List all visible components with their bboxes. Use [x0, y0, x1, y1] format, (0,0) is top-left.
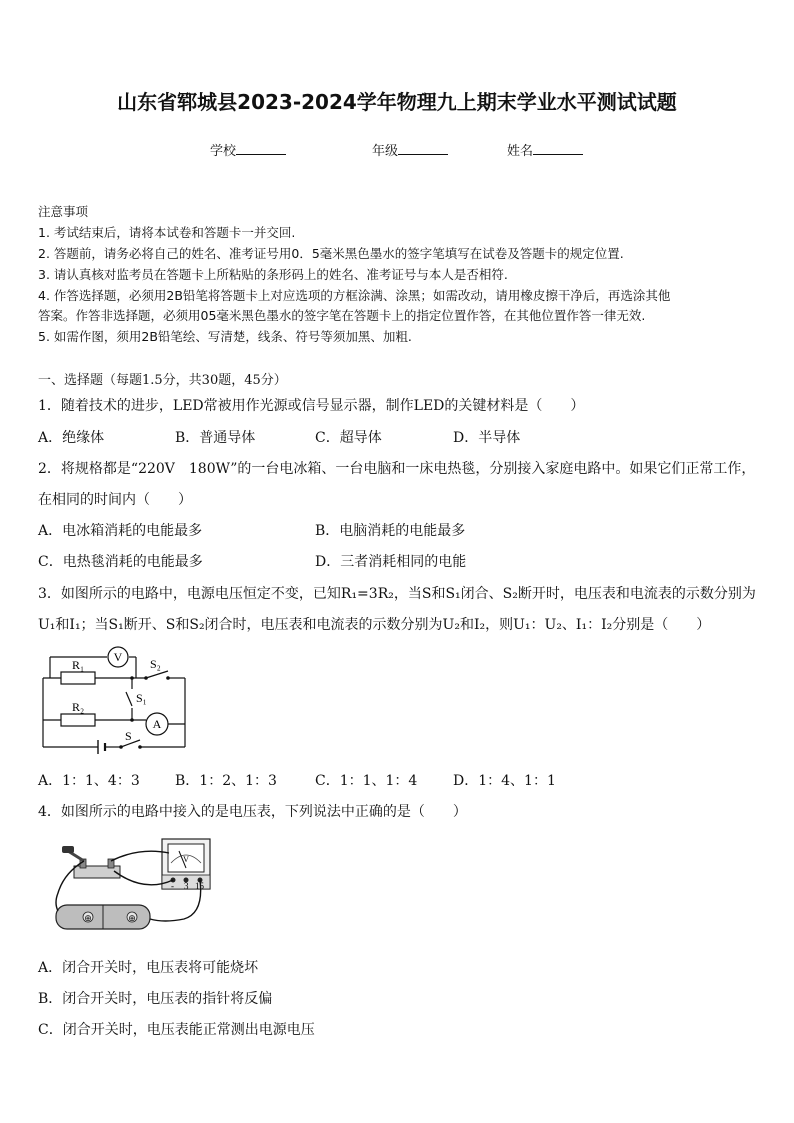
voltmeter-label: V: [113, 650, 123, 664]
terminal-3-label: 3: [184, 881, 189, 891]
q2-stem-line1: 2．将规格都是“220V 180W”的一台电冰箱、一台电脑和一床电热毯，分别接入家庭电路中。如果它们正常工作，: [38, 461, 756, 477]
q2-option-a: A．电冰箱消耗的电能最多: [38, 523, 203, 539]
ammeter-label: A: [152, 717, 162, 731]
s1-label: S₁: [136, 691, 147, 705]
switch-handle: [62, 846, 74, 853]
s2-label: S₂: [150, 657, 161, 671]
q3-option-b: B．1：2、1：3: [175, 773, 277, 789]
q3-circuit-diagram: [36, 644, 196, 756]
svg-text:⊕: ⊕: [128, 913, 136, 923]
school-label: 学校: [210, 144, 237, 159]
q1-option-b: B．普通导体: [175, 430, 256, 446]
s-label: S: [125, 729, 132, 743]
q2-option-b: B．电脑消耗的电能最多: [315, 523, 466, 539]
switch-s1-blade: [126, 692, 132, 706]
resistor-r1-symbol: [61, 672, 95, 684]
q4-option-c: C．闭合开关时，电压表能正常测出电源电压: [38, 1022, 315, 1038]
r2-label: R₂: [72, 700, 85, 714]
q2-option-c: C．电热毯消耗的电能最多: [38, 554, 203, 570]
notice-item: 3. 请认真核对监考员在答题卡上所粘贴的条形码上的姓名、准考证号与本人是否相符.: [38, 267, 508, 282]
name-blank: [533, 142, 583, 155]
name-field: [507, 140, 583, 159]
svg-text:⊕: ⊕: [84, 913, 92, 923]
q4-voltmeter-circuit-illustration: [44, 833, 219, 933]
q1-option-a: A．绝缘体: [38, 430, 105, 446]
q2-stem-line2: 在相同的时间内（ ）: [38, 492, 192, 508]
q3-option-c: C．1：1、1：4: [315, 773, 418, 789]
grade-label: 年级: [372, 144, 399, 159]
section-heading: 一、选择题（每题1.5分，共30题，45分）: [38, 373, 287, 388]
page-title: 山东省郓城县2023-2024学年物理九上期末学业水平测试试题: [117, 90, 677, 114]
terminal-minus-label: -: [171, 881, 174, 891]
notice-item: 1. 考试结束后，请将本试卷和答题卡一并交回.: [38, 225, 296, 240]
notice-heading: 注意事项: [38, 204, 89, 219]
q4-stem: 4．如图所示的电路中接入的是电压表，下列说法中正确的是（ ）: [38, 804, 467, 820]
resistor-r2-symbol: [61, 714, 95, 726]
q3-stem-line2: U₁和I₁；当S₁断开、S和S₂闭合时，电压表和电流表的示数分别为U₂和I₂，则U₁：U₂、I₁：I₂分别是（ ）: [38, 617, 711, 633]
grade-blank: [398, 142, 448, 155]
school-field: [210, 140, 286, 159]
q1-stem: 1．随着技术的进步，LED常被用作光源或信号显示器，制作LED的关键材料是（ ）: [38, 398, 585, 414]
name-label: 姓名: [507, 144, 534, 159]
meter-v-symbol: V: [183, 855, 189, 864]
terminal-15-label: 15: [195, 881, 204, 891]
q2-option-d: D．三者消耗相同的电能: [315, 554, 467, 570]
q4-option-b: B．闭合开关时，电压表的指针将反偏: [38, 991, 273, 1007]
q3-option-a: A．1：1、4：3: [38, 773, 140, 789]
q3-stem-line1: 3．如图所示的电路中，电源电压恒定不变，已知R₁=3R₂，当S和S₁闭合、S₂断开时，电压表和电流表的示数分别为: [38, 586, 756, 602]
grade-field: [372, 140, 448, 159]
notice-item: 答案。作答非选择题，必须用05毫米黑色墨水的签字笔在答题卡上的指定位置作答，在其他位置作答一律无效.: [38, 308, 646, 323]
notice-item: 2. 答题前，请务必将自己的姓名、准考证号用0．5毫米黑色墨水的签字笔填写在试卷及答题卡的规定位置.: [38, 246, 624, 261]
notice-item: 4. 作答选择题，必须用2B铅笔将答题卡上对应选项的方框涂满、涂黑；如需改动，请用橡皮擦干净后，再选涂其他: [38, 288, 671, 303]
switch-s2-blade: [146, 671, 168, 678]
r1-label: R₁: [72, 658, 85, 672]
q4-option-a: A．闭合开关时，电压表将可能烧坏: [38, 960, 259, 976]
school-blank: [236, 142, 286, 155]
notice-item: 5. 如需作图，须用2B铅笔绘、写清楚，线条、符号等须加黑、加粗.: [38, 329, 412, 344]
q3-option-d: D．1：4、1：1: [453, 773, 556, 789]
q1-option-c: C．超导体: [315, 430, 382, 446]
q1-option-d: D．半导体: [453, 430, 521, 446]
